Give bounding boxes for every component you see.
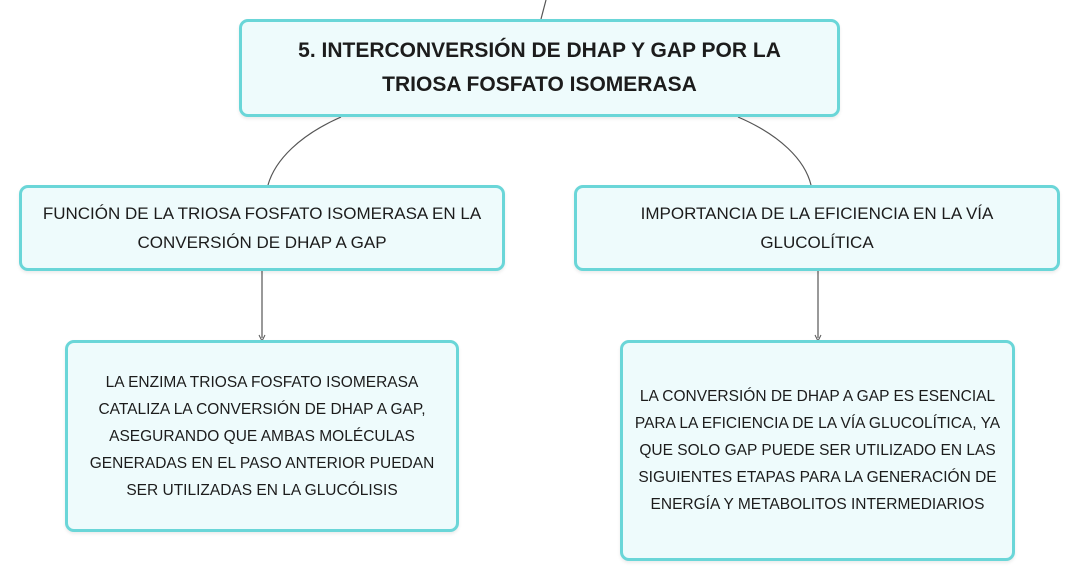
subtopic-function-text: FUNCIÓN DE LA TRIOSA FOSFATO ISOMERASA EN LA CONVERSIÓN DE DHAP A GAP (42, 204, 482, 252)
connector-from-parent (541, 0, 546, 19)
detail-node-importance[interactable] (620, 340, 1015, 561)
detail-function-text: LA ENZIMA TRIOSA FOSFATO ISOMERASA CATALIZA LA CONVERSIÓN DE DHAP A GAP, ASEGURANDO QUE AMBAS MOLÉCULAS GENERADAS EN EL PASO ANTERIOR PUEDAN SER UTILIZADAS EN LA GLUCÓLISIS (89, 373, 435, 499)
subtopic-importance-text: IMPORTANCIA DE LA EFICIENCIA EN LA VÍA GLUCOLÍTICA (640, 204, 994, 252)
connector-root-to-branch-2 (738, 117, 811, 185)
root-topic-text: 5. INTERCONVERSIÓN DE DHAP Y GAP POR LA TRIOSA FOSFATO ISOMERASA (298, 39, 781, 96)
connector-root-to-branch-1 (268, 117, 341, 185)
detail-node-function[interactable] (65, 340, 459, 532)
root-topic-node[interactable] (239, 19, 840, 117)
subtopic-node-importance[interactable] (574, 185, 1060, 271)
subtopic-node-function[interactable] (19, 185, 505, 271)
detail-importance-text: LA CONVERSIÓN DE DHAP A GAP ES ESENCIAL PARA LA EFICIENCIA DE LA VÍA GLUCOLÍTICA, YA QUE SOLO GAP PUEDE SER UTILIZADO EN LAS SIGUIENTES ETAPAS PARA LA GENERACIÓN DE ENERGÍA Y METABOLITOS INTERMEDIARIOS (634, 388, 1001, 513)
